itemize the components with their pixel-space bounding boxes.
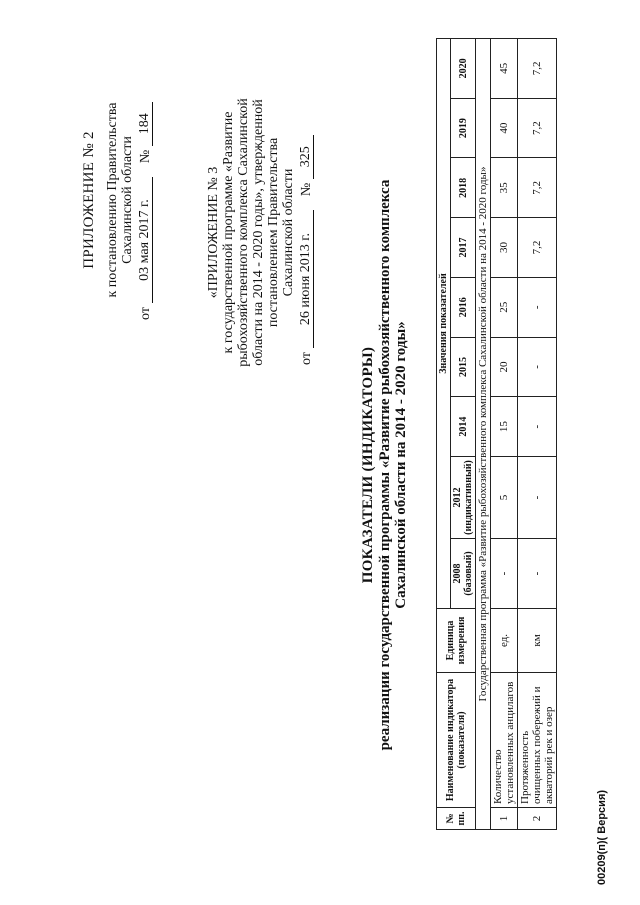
header-name: Наименование индикатора (показателя) <box>437 673 476 808</box>
row-name: Протяженность очищенных побережий и акваторий рек и озер <box>518 673 557 808</box>
appendix-3-block <box>206 60 314 405</box>
row-value: 20 <box>491 337 518 397</box>
indicators-table <box>436 38 557 830</box>
header-year: 2019 <box>451 98 476 158</box>
table-row <box>518 39 557 830</box>
header-year: 2008 (базовый) <box>451 539 476 609</box>
appendix-2-block <box>82 80 153 320</box>
row-value: 25 <box>491 277 518 337</box>
appendix-2-line: Сахалинской области <box>120 136 135 264</box>
row-name: Количество установленных анцилагов <box>491 673 518 808</box>
program-row <box>476 39 491 830</box>
appendix-3-line: постановлением Правительства <box>266 137 281 328</box>
appendix-3-line: рыбохозяйственного комплекса Сахалинской <box>236 98 251 367</box>
appendix-3-date: 26 июня 2013 г. <box>298 210 314 348</box>
row-value: - <box>518 397 557 457</box>
version-footer: 00209(п)( Версия) <box>596 789 608 885</box>
row-value: 7,2 <box>518 98 557 158</box>
table-header-row <box>437 39 451 830</box>
header-year: 2018 <box>451 158 476 218</box>
heading-subtitle: Сахалинской области на 2014 - 2020 годы» <box>393 321 409 609</box>
header-values: Значения показателей <box>437 39 451 609</box>
row-value: - <box>491 539 518 609</box>
appendix-3-line: Сахалинской области <box>281 168 296 297</box>
program-title: Государственная программа «Развитие рыбохозяйственного комплекса Сахалинской области на 2014 - 2020 годы» <box>476 39 491 830</box>
heading-subtitle: реализации государственной программы «Развитие рыбохозяйственного комплекса <box>377 179 393 751</box>
row-value: - <box>518 457 557 539</box>
header-year: 2012 (индикативный) <box>451 457 476 539</box>
appendix-2-title: ПРИЛОЖЕНИЕ № 2 <box>81 131 97 269</box>
row-value: 35 <box>491 158 518 218</box>
row-num: 2 <box>518 808 557 830</box>
appendix-2-number: 184 <box>137 102 153 146</box>
appendix-2-line: к постановлению Правительства <box>105 102 120 298</box>
table-row <box>491 39 518 830</box>
appendix-3-line: к государственной программе «Развитие <box>221 111 236 354</box>
appendix-2-dateline <box>137 80 153 320</box>
row-value: 45 <box>491 39 518 99</box>
number-sign: № <box>138 149 153 164</box>
from-label: от <box>138 307 153 320</box>
row-value: - <box>518 337 557 397</box>
header-year: 2014 <box>451 397 476 457</box>
row-value: 7,2 <box>518 218 557 278</box>
header-year: 2017 <box>451 218 476 278</box>
header-num: № пп. <box>437 808 476 830</box>
header-year: 2020 <box>451 39 476 99</box>
heading-title: ПОКАЗАТЕЛИ (ИНДИКАТОРЫ) <box>360 346 376 584</box>
row-unit: км <box>518 609 557 673</box>
row-unit: ед. <box>491 609 518 673</box>
row-value: 7,2 <box>518 39 557 99</box>
document-heading <box>360 145 409 785</box>
header-year: 2016 <box>451 277 476 337</box>
row-value: 30 <box>491 218 518 278</box>
appendix-3-line: области на 2014 - 2020 годы», утвержденной <box>251 99 266 366</box>
header-year: 2015 <box>451 337 476 397</box>
row-value: 40 <box>491 98 518 158</box>
row-value: - <box>518 539 557 609</box>
appendix-3-line: «ПРИЛОЖЕНИЕ № 3 <box>206 166 221 299</box>
row-value: 7,2 <box>518 158 557 218</box>
row-value: 5 <box>491 457 518 539</box>
number-sign: № <box>299 182 314 197</box>
row-num: 1 <box>491 808 518 830</box>
appendix-3-dateline <box>298 60 314 365</box>
from-label: от <box>299 352 314 365</box>
row-value: 15 <box>491 397 518 457</box>
appendix-2-date: 03 мая 2017 г. <box>137 177 153 303</box>
header-unit: Единица измерения <box>437 609 476 673</box>
appendix-3-number: 325 <box>298 135 314 179</box>
row-value: - <box>518 277 557 337</box>
